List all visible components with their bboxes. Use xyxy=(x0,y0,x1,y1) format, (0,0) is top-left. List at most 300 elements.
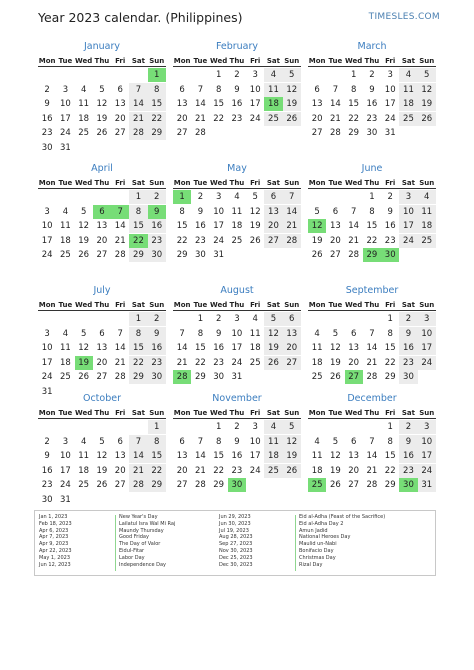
day-cell: 9 xyxy=(148,327,166,341)
day-cell: 4 xyxy=(264,68,282,82)
day-cell: 22 xyxy=(384,357,396,368)
day-cell: 24 xyxy=(418,464,436,478)
day-grid xyxy=(173,420,301,493)
holiday-day: 28 xyxy=(173,370,191,384)
day-cell: 8 xyxy=(148,435,166,449)
holiday-list xyxy=(34,510,436,576)
day-cell: 2 xyxy=(148,190,166,204)
empty-day xyxy=(75,420,93,434)
day-cell: 10 xyxy=(418,435,436,449)
day-cell: 5 xyxy=(332,436,339,447)
weekday-label: Thu xyxy=(364,301,380,309)
day-cell: 13 xyxy=(348,451,360,461)
day-cell: 4 xyxy=(399,68,417,82)
day-cell: 14 xyxy=(194,99,206,109)
month-title: September xyxy=(345,285,399,296)
holiday-date: May 1, 2023 xyxy=(39,554,71,561)
empty-day xyxy=(308,420,326,434)
day-cell: 16 xyxy=(213,343,225,353)
holiday-name: Maulid un-Nabi xyxy=(299,541,337,548)
day-cell: 2 xyxy=(148,312,166,326)
month-title: April xyxy=(91,163,113,174)
holiday-day: 30 xyxy=(399,478,417,492)
day-cell: 15 xyxy=(384,343,396,353)
month-december xyxy=(308,392,436,508)
month-november xyxy=(173,392,301,508)
day-cell: 12 xyxy=(249,206,261,217)
day-cell: 22 xyxy=(348,113,360,124)
day-cell: 14 xyxy=(348,221,360,231)
weekday-label: Fri xyxy=(250,301,261,309)
empty-day xyxy=(93,420,111,434)
day-cell: 8 xyxy=(350,84,357,95)
day-cell: 23 xyxy=(148,234,166,248)
day-cell: 7 xyxy=(283,190,301,204)
day-cell: 7 xyxy=(332,84,339,95)
day-cell: 10 xyxy=(231,328,243,339)
day-cell: 29 xyxy=(176,250,188,260)
holiday-day: 1 xyxy=(173,190,191,204)
day-grid xyxy=(308,68,436,141)
holiday-date: Jun 29, 2023 xyxy=(219,514,251,520)
day-cell: 10 xyxy=(249,436,261,447)
month-february xyxy=(173,40,301,156)
day-cell: 13 xyxy=(283,327,301,341)
day-cell: 21 xyxy=(194,113,206,124)
day-cell: 6 xyxy=(350,328,357,339)
day-cell: 25 xyxy=(249,357,261,368)
day-cell: 14 xyxy=(129,97,147,111)
day-cell: 21 xyxy=(194,465,206,476)
day-cell: 27 xyxy=(96,250,108,260)
day-cell: 26 xyxy=(96,480,108,490)
day-cell: 1 xyxy=(197,314,204,324)
empty-day xyxy=(75,190,93,204)
month-title: December xyxy=(347,393,397,404)
weekday-label: Thu xyxy=(229,301,245,309)
weekday-label: Thu xyxy=(364,409,380,417)
weekday-label: Sat xyxy=(131,179,146,187)
day-cell: 26 xyxy=(283,464,301,478)
empty-day xyxy=(93,312,111,326)
day-cell: 24 xyxy=(59,128,71,138)
month-october xyxy=(38,392,166,508)
day-cell: 20 xyxy=(311,113,323,124)
day-cell: 15 xyxy=(384,451,396,461)
day-cell: 10 xyxy=(59,99,71,109)
weekday-header xyxy=(173,299,301,311)
empty-day xyxy=(129,420,147,434)
day-cell: 5 xyxy=(418,68,436,82)
weekday-label: Tue xyxy=(328,409,343,417)
divider xyxy=(295,515,296,571)
holiday-name: Maundy Thursday xyxy=(119,527,164,534)
weekday-header xyxy=(173,407,301,419)
day-cell: 28 xyxy=(194,480,206,490)
weekday-label: Tue xyxy=(193,409,208,417)
month-title: June xyxy=(361,163,383,174)
weekday-label: Fri xyxy=(385,409,396,417)
day-cell: 9 xyxy=(44,99,50,109)
day-cell: 27 xyxy=(264,234,282,248)
weekday-label: Thu xyxy=(94,301,110,309)
day-cell: 10 xyxy=(399,205,417,219)
day-cell: 9 xyxy=(234,84,240,95)
day-cell: 22 xyxy=(148,464,166,478)
day-cell: 16 xyxy=(41,113,53,124)
weekday-label: Sun xyxy=(419,179,435,187)
empty-day xyxy=(345,420,363,434)
day-cell: 31 xyxy=(384,128,396,138)
day-cell: 27 xyxy=(348,480,360,490)
day-cell: 31 xyxy=(59,142,71,153)
day-cell: 13 xyxy=(176,451,188,461)
day-cell: 20 xyxy=(114,465,126,476)
day-cell: 19 xyxy=(264,341,282,355)
day-cell: 1 xyxy=(369,192,375,202)
day-grid xyxy=(38,312,166,399)
day-cell: 29 xyxy=(348,128,360,138)
day-cell: 20 xyxy=(96,357,108,368)
day-cell: 4 xyxy=(62,206,69,217)
day-cell: 3 xyxy=(252,422,258,432)
day-cell: 13 xyxy=(348,343,360,353)
weekday-label: Wed xyxy=(210,301,228,309)
weekday-label: Mon xyxy=(308,57,326,65)
empty-day xyxy=(93,190,111,204)
day-cell: 23 xyxy=(41,480,53,490)
day-cell: 9 xyxy=(44,451,50,461)
day-cell: 5 xyxy=(99,436,105,447)
day-cell: 7 xyxy=(369,328,375,339)
day-grid xyxy=(308,312,436,385)
weekday-header xyxy=(308,177,436,189)
weekday-label: Sat xyxy=(131,409,146,417)
weekday-label: Fri xyxy=(115,409,126,417)
day-cell: 19 xyxy=(418,97,436,111)
weekday-label: Sun xyxy=(284,57,300,65)
holiday-date: Sep 27, 2023 xyxy=(219,541,253,548)
empty-day xyxy=(56,420,74,434)
holiday-name: Independence Day xyxy=(119,561,167,568)
day-cell: 2 xyxy=(44,436,50,447)
day-cell: 16 xyxy=(399,449,417,463)
day-cell: 22 xyxy=(366,235,378,246)
weekday-label: Wed xyxy=(75,409,93,417)
day-cell: 17 xyxy=(418,341,436,355)
day-cell: 4 xyxy=(264,420,282,434)
day-cell: 14 xyxy=(176,343,188,353)
weekday-header xyxy=(173,55,301,67)
day-cell: 4 xyxy=(314,436,320,447)
day-cell: 6 xyxy=(179,84,185,95)
day-cell: 13 xyxy=(114,451,126,461)
day-cell: 19 xyxy=(329,465,341,476)
day-cell: 16 xyxy=(148,219,166,233)
day-cell: 30 xyxy=(213,372,225,382)
empty-day xyxy=(38,312,56,326)
day-cell: 24 xyxy=(399,234,417,248)
day-cell: 8 xyxy=(215,84,222,95)
month-june xyxy=(308,162,436,278)
weekday-label: Fri xyxy=(250,57,261,65)
day-cell: 12 xyxy=(329,451,341,461)
empty-day xyxy=(173,68,191,82)
day-cell: 21 xyxy=(348,235,360,246)
day-cell: 18 xyxy=(78,465,90,476)
day-grid xyxy=(308,420,436,493)
weekday-label: Sun xyxy=(419,301,435,309)
weekday-label: Fri xyxy=(250,409,261,417)
holiday-day: 18 xyxy=(264,97,282,111)
day-cell: 26 xyxy=(96,128,108,138)
month-title: May xyxy=(227,163,247,174)
weekday-label: Wed xyxy=(75,179,93,187)
day-cell: 19 xyxy=(329,357,341,368)
day-cell: 16 xyxy=(399,341,417,355)
day-cell: 25 xyxy=(59,372,71,382)
day-cell: 13 xyxy=(96,221,108,231)
day-cell: 2 xyxy=(234,70,240,80)
weekday-label: Mon xyxy=(308,301,326,309)
day-cell: 3 xyxy=(418,420,436,434)
weekday-label: Sat xyxy=(131,301,146,309)
day-cell: 21 xyxy=(366,357,378,368)
weekday-header xyxy=(38,55,166,67)
day-cell: 16 xyxy=(194,221,206,231)
day-cell: 7 xyxy=(117,328,123,339)
day-cell: 23 xyxy=(231,113,243,124)
day-cell: 18 xyxy=(399,97,417,111)
day-cell: 26 xyxy=(311,250,323,260)
day-cell: 13 xyxy=(176,99,188,109)
holiday-day: 12 xyxy=(308,219,326,233)
weekday-label: Fri xyxy=(385,301,396,309)
day-cell: 25 xyxy=(59,250,71,260)
day-cell: 15 xyxy=(148,449,166,463)
day-cell: 2 xyxy=(197,192,204,202)
day-cell: 28 xyxy=(329,128,341,138)
page-title: Year 2023 calendar. (Philippines) xyxy=(38,10,243,25)
day-cell: 25 xyxy=(418,234,436,248)
weekday-label: Sun xyxy=(149,301,165,309)
day-cell: 11 xyxy=(311,343,323,353)
month-march xyxy=(308,40,436,156)
month-may xyxy=(173,162,301,278)
holiday-date: Dec 25, 2023 xyxy=(219,554,253,561)
day-cell: 13 xyxy=(96,343,108,353)
empty-day xyxy=(191,420,209,434)
day-cell: 4 xyxy=(314,328,320,339)
day-cell: 24 xyxy=(249,465,261,476)
brand-link[interactable]: TIMESLES.COM xyxy=(368,12,440,22)
weekday-label: Tue xyxy=(58,57,73,65)
day-cell: 7 xyxy=(350,206,357,217)
day-cell: 29 xyxy=(129,370,147,384)
day-cell: 15 xyxy=(129,219,147,233)
holiday-day: 19 xyxy=(75,356,93,370)
holiday-day: 30 xyxy=(381,248,399,262)
day-cell: 20 xyxy=(348,357,360,368)
day-cell: 12 xyxy=(329,343,341,353)
day-cell: 9 xyxy=(399,435,417,449)
holiday-date: Jul 19, 2023 xyxy=(219,527,249,534)
weekday-label: Thu xyxy=(229,179,245,187)
day-cell: 20 xyxy=(348,465,360,476)
day-cell: 13 xyxy=(329,221,341,231)
day-cell: 5 xyxy=(252,192,258,202)
day-cell: 3 xyxy=(234,314,240,324)
day-cell: 9 xyxy=(387,206,393,217)
holiday-date: Jun 12, 2023 xyxy=(39,561,71,568)
empty-day xyxy=(326,190,344,204)
holiday-day: 7 xyxy=(111,205,129,219)
day-cell: 30 xyxy=(399,370,417,384)
weekday-label: Tue xyxy=(328,57,343,65)
empty-day xyxy=(111,312,129,326)
day-cell: 27 xyxy=(283,356,301,370)
day-cell: 20 xyxy=(264,219,282,233)
weekday-label: Sat xyxy=(266,179,281,187)
empty-day xyxy=(75,312,93,326)
day-cell: 24 xyxy=(41,372,53,382)
weekday-label: Mon xyxy=(38,409,56,417)
day-cell: 16 xyxy=(366,99,378,109)
day-grid xyxy=(173,190,301,263)
weekday-label: Sun xyxy=(149,179,165,187)
day-cell: 6 xyxy=(283,312,301,326)
day-cell: 17 xyxy=(59,465,71,476)
day-cell: 15 xyxy=(176,221,188,231)
day-cell: 26 xyxy=(78,250,90,260)
day-cell: 31 xyxy=(231,372,243,382)
day-cell: 1 xyxy=(387,422,393,432)
day-cell: 27 xyxy=(329,250,341,260)
day-cell: 29 xyxy=(129,248,147,262)
day-cell: 15 xyxy=(129,341,147,355)
day-cell: 16 xyxy=(231,99,243,109)
day-cell: 23 xyxy=(231,465,243,476)
day-cell: 18 xyxy=(264,449,282,463)
weekday-label: Thu xyxy=(94,409,110,417)
weekday-label: Sat xyxy=(401,57,416,65)
day-cell: 30 xyxy=(41,142,53,153)
day-cell: 25 xyxy=(311,372,323,382)
day-cell: 15 xyxy=(348,99,360,109)
day-cell: 22 xyxy=(176,235,188,246)
day-cell: 17 xyxy=(213,221,225,231)
day-cell: 13 xyxy=(114,99,126,109)
holiday-date: Feb 18, 2023 xyxy=(39,520,72,527)
day-cell: 20 xyxy=(329,235,341,246)
day-cell: 27 xyxy=(176,128,188,138)
day-cell: 21 xyxy=(114,357,126,368)
day-cell: 22 xyxy=(384,465,396,476)
weekday-label: Sun xyxy=(419,57,435,65)
day-cell: 17 xyxy=(41,235,53,246)
day-cell: 23 xyxy=(384,235,396,246)
day-cell: 3 xyxy=(62,84,69,95)
day-cell: 6 xyxy=(179,436,185,447)
day-cell: 12 xyxy=(96,451,108,461)
day-cell: 1 xyxy=(387,314,393,324)
day-cell: 28 xyxy=(366,372,378,382)
day-cell: 6 xyxy=(99,328,105,339)
day-cell: 12 xyxy=(418,83,436,97)
day-cell: 21 xyxy=(283,219,301,233)
day-cell: 11 xyxy=(264,83,282,97)
day-cell: 15 xyxy=(213,451,225,461)
day-cell: 12 xyxy=(283,435,301,449)
day-cell: 19 xyxy=(311,235,323,246)
empty-day xyxy=(111,68,129,82)
holiday-name: Labor Day xyxy=(119,554,145,561)
day-cell: 15 xyxy=(213,99,225,109)
weekday-header xyxy=(308,299,436,311)
day-cell: 3 xyxy=(399,190,417,204)
day-cell: 4 xyxy=(80,436,87,447)
day-cell: 3 xyxy=(44,328,50,339)
weekday-label: Tue xyxy=(193,179,208,187)
day-cell: 10 xyxy=(384,84,396,95)
day-cell: 25 xyxy=(78,480,90,490)
day-cell: 18 xyxy=(249,343,261,353)
empty-day xyxy=(56,68,74,82)
day-cell: 2 xyxy=(44,84,50,95)
day-cell: 11 xyxy=(399,83,417,97)
weekday-label: Wed xyxy=(345,57,363,65)
day-cell: 21 xyxy=(329,113,341,124)
holiday-name: Christmas Day xyxy=(299,554,336,561)
day-cell: 8 xyxy=(369,206,375,217)
holiday-day: 1 xyxy=(148,68,166,82)
day-cell: 3 xyxy=(418,312,436,326)
day-cell: 12 xyxy=(78,343,90,353)
weekday-label: Tue xyxy=(193,301,208,309)
empty-day xyxy=(129,68,147,82)
holiday-name: Amun Jadid xyxy=(299,527,328,534)
holiday-names-column-2 xyxy=(299,514,385,568)
holiday-day: 27 xyxy=(345,370,363,384)
day-cell: 19 xyxy=(96,113,108,124)
day-cell: 8 xyxy=(129,205,147,219)
holiday-name: National Heroes Day xyxy=(299,534,351,541)
month-title: January xyxy=(83,41,120,52)
day-cell: 16 xyxy=(41,465,53,476)
weekday-label: Sun xyxy=(284,179,300,187)
day-cell: 5 xyxy=(283,68,301,82)
day-cell: 12 xyxy=(78,221,90,231)
day-cell: 18 xyxy=(418,219,436,233)
empty-day xyxy=(75,68,93,82)
day-cell: 7 xyxy=(369,436,375,447)
day-cell: 14 xyxy=(129,449,147,463)
day-cell: 21 xyxy=(366,465,378,476)
weekday-header xyxy=(38,177,166,189)
day-cell: 12 xyxy=(264,327,282,341)
day-cell: 5 xyxy=(283,420,301,434)
divider xyxy=(115,515,116,571)
day-cell: 5 xyxy=(99,84,105,95)
day-cell: 26 xyxy=(283,112,301,126)
weekday-header xyxy=(173,177,301,189)
day-cell: 19 xyxy=(249,221,261,231)
holiday-name: New Year's Day xyxy=(119,514,158,520)
month-july xyxy=(38,284,166,400)
holiday-name: Lailatul Isra Wal Mi Raj xyxy=(119,520,176,527)
day-cell: 18 xyxy=(311,465,323,476)
day-cell: 20 xyxy=(114,113,126,124)
